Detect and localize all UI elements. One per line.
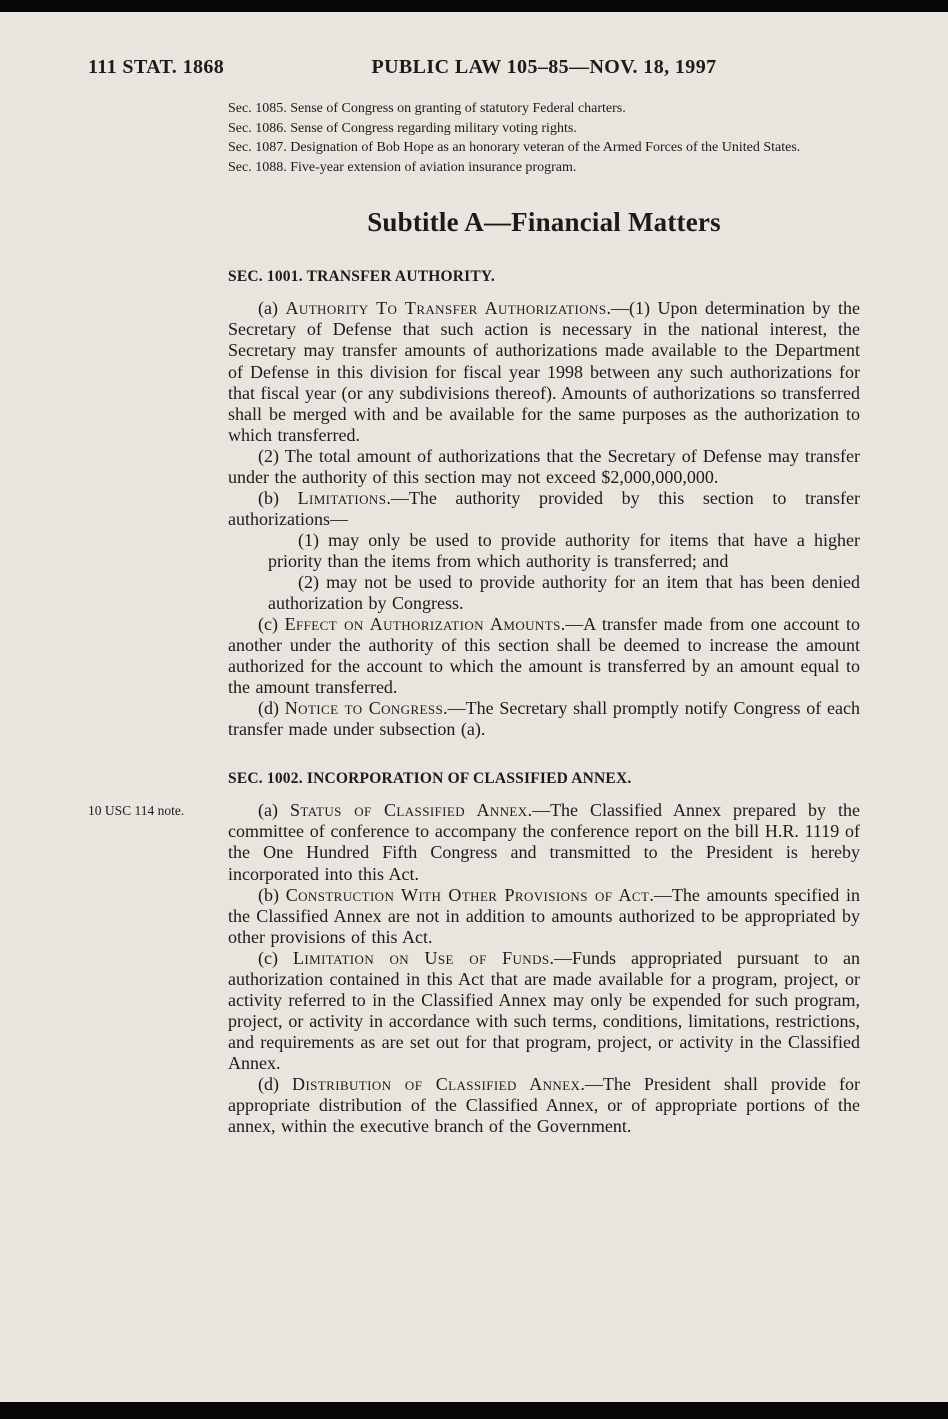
statute-paragraph: (a) Status of Classified Annex.—The Classified Annex prepared by the committee of conference to accompany the conference report on the bill H.R. 1119 of the One Hundred Fifth Congress and transmitted to the President is hereby incorporated into this Act. — [228, 800, 860, 884]
statute-paragraph: (b) Construction With Other Provisions of Act.—The amounts specified in the Classified Annex are not in addition to amounts authorized to be appropriated by other provisions of this Act. — [228, 884, 860, 947]
section-transfer-authority — [228, 268, 860, 740]
stat-page-number: 111 STAT. 1868 — [88, 56, 225, 78]
statute-subparagraph: (2) may not be used to provide authority for an item that has been denied authorization by Congress. — [268, 571, 860, 614]
statute-paragraph: (b) Limitations.—The authority provided by this section to transfer authorizations— — [228, 487, 860, 529]
statute-paragraph: (c) Limitation on Use of Funds.—Funds appropriated pursuant to an authorization contained in this Act that are made available for a program, project, or activity referred to in the Classified Annex may only be expended for such program, project, or activity in accordance with such terms, conditions, limitations, restrictions, and requirements as are set out for that program, project, or activity in the Classified Annex. — [228, 947, 861, 1073]
page-header — [0, 0, 948, 79]
section-incorporation-classified-annex — [88, 770, 861, 1137]
section-heading: SEC. 1001. TRANSFER AUTHORITY. — [228, 268, 495, 286]
statute-subparagraph: (1) may only be used to provide authority for items that have a higher priority than the items from which authority is transferred; and — [268, 529, 860, 571]
toc-entry: Sec. 1087. Designation of Bob Hope as an honorary veteran of the Armed Forces of the United States. — [228, 140, 801, 156]
section-heading: SEC. 1002. INCORPORATION OF CLASSIFIED ANNEX. — [228, 770, 632, 788]
subtitle-heading: Subtitle A—Financial Matters — [367, 207, 721, 238]
law-title: PUBLIC LAW 105–85—NOV. 18, 1997 — [371, 56, 717, 78]
toc-entry: Sec. 1088. Five-year extension of aviation insurance program. — [228, 159, 577, 175]
statute-paragraph: (d) Distribution of Classified Annex.—The President shall provide for appropriate distribution of the Classified Annex, or of appropriate portions of the annex, within the executive branch of the Government. — [228, 1073, 860, 1137]
toc-entry: Sec. 1086. Sense of Congress regarding military voting rights. — [228, 120, 577, 136]
statute-paragraph: (a) Authority To Transfer Authorizations.—(1) Upon determination by the Secretary of Defense that such action is necessary in the national interest, the Secretary may transfer amounts of authorizations made available to the Department of Defense in this division for fiscal year 1998 between any such authorizations for that fiscal year (or any subdivisions thereof). Amounts of authorizations so transferred shall be merged with and be available for the same purposes as the authorization to which transferred. — [228, 298, 860, 445]
statute-paragraph: (c) Effect on Authorization Amounts.—A transfer made from one account to another under the authority of this section shall be deemed to increase the amount authorized for the account to which the amount is transferred by an amount equal to the amount transferred. — [228, 614, 860, 698]
table-of-contents — [228, 99, 860, 177]
scan-edge-bottom — [0, 1402, 948, 1419]
margin-note-usc-citation: 10 USC 114 note. — [88, 803, 185, 819]
statute-paragraph: (d) Notice to Congress.—The Secretary shall promptly notify Congress of each transfer made under subsection (a). — [228, 698, 860, 740]
toc-entry: Sec. 1085. Sense of Congress on granting of statutory Federal charters. — [228, 101, 626, 116]
statute-paragraph: (2) The total amount of authorizations that the Secretary of Defense may transfer under the authority of this section may not exceed $2,000,000,000. — [228, 445, 860, 487]
